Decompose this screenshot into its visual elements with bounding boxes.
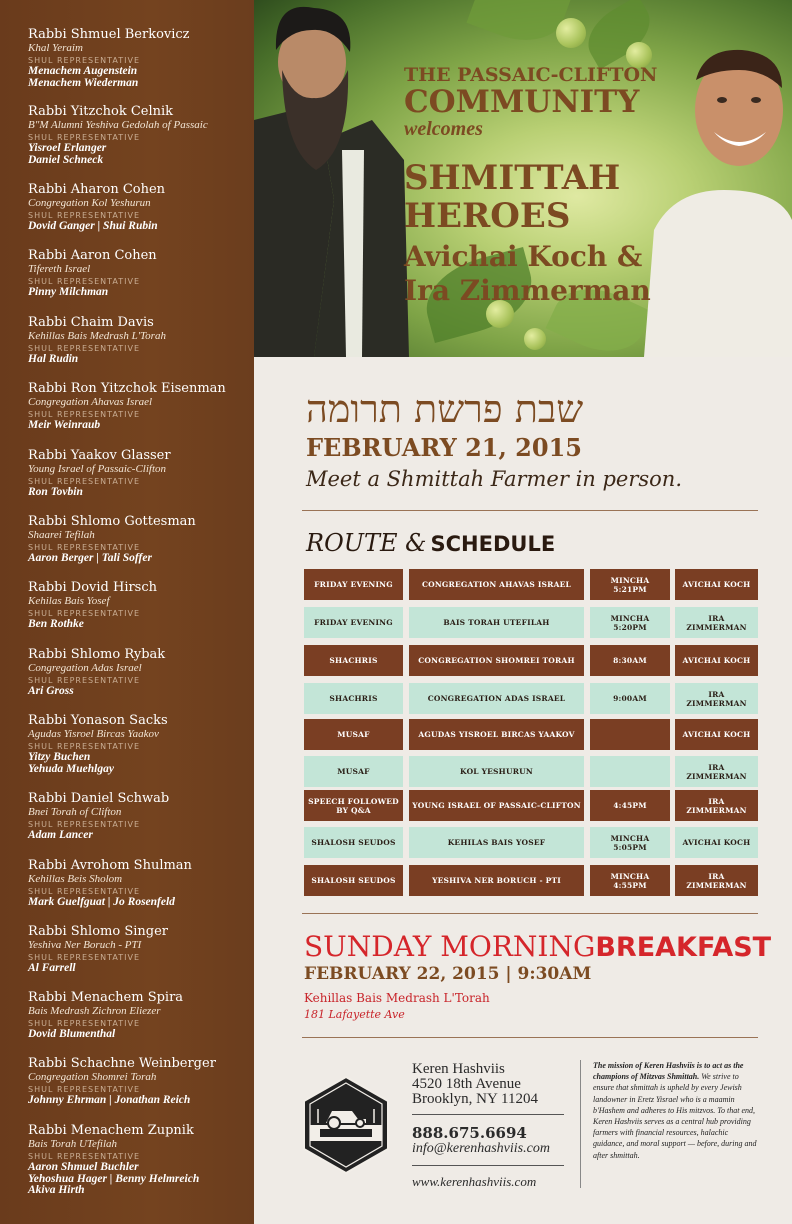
schedule-row	[304, 865, 758, 896]
schedule-when: MUSAF	[304, 756, 403, 787]
schedule-row	[304, 790, 758, 821]
schedule-when: SHACHRIS	[304, 683, 403, 714]
rep-label: SHUL REPRESENTATIVE	[28, 1085, 141, 1094]
schedule-row	[304, 607, 758, 638]
farmer-portrait-right	[644, 40, 792, 357]
org-name: Keren Hashviis	[412, 1061, 505, 1077]
shul-name: Bais Medrash Zichron Eliezer	[28, 1005, 161, 1017]
banner-line5: HEROES	[404, 196, 571, 236]
shul-representative: Yisroel Erlanger	[28, 142, 107, 154]
shul-representative: Hal Rudin	[28, 353, 79, 365]
apple-graphic	[556, 18, 586, 48]
shul-representative: Mark Guelfguat | Jo Rosenfeld	[28, 896, 175, 908]
schedule-when: FRIDAY EVENING	[304, 607, 403, 638]
shul-representative: Akiva Hirth	[28, 1184, 85, 1196]
rabbi-name: Rabbi Shmuel Berkovicz	[28, 27, 190, 42]
schedule-location: BAIS TORAH UTEFILAH	[409, 607, 584, 638]
banner-line6: Avichai Koch &	[404, 240, 643, 273]
schedule-location: CONGREGATION SHOMREI TORAH	[409, 645, 584, 676]
schedule-speaker: AVICHAI KOCH	[675, 827, 758, 858]
rep-label: SHUL REPRESENTATIVE	[28, 1152, 141, 1161]
schedule-speaker: AVICHAI KOCH	[675, 645, 758, 676]
rabbi-name: Rabbi Dovid Hirsch	[28, 580, 158, 595]
rep-label: SHUL REPRESENTATIVE	[28, 887, 141, 896]
banner-line3: welcomes	[404, 118, 483, 140]
rabbi-name: Rabbi Yaakov Glasser	[28, 448, 171, 463]
schedule-speaker: AVICHAI KOCH	[675, 719, 758, 750]
org-phone[interactable]: 888.675.6694	[412, 1124, 527, 1142]
schedule-speaker: IRA ZIMMERMAN	[675, 756, 758, 787]
schedule-word: SCHEDULE	[430, 532, 556, 556]
rabbi-entry	[28, 990, 250, 1041]
rabbi-entry	[28, 381, 250, 432]
rabbi-entry	[28, 248, 250, 299]
rabbi-entry	[28, 924, 250, 975]
shul-representative: Aaron Shmuel Buchler	[28, 1161, 139, 1173]
schedule-time: 8:30AM	[590, 645, 670, 676]
rabbi-entry	[28, 104, 250, 166]
schedule-row	[304, 645, 758, 676]
shul-name: Congregation Ahavas Israel	[28, 396, 153, 408]
rep-label: SHUL REPRESENTATIVE	[28, 676, 141, 685]
schedule-time: MINCHA 5:20PM	[590, 607, 670, 638]
schedule-speaker: IRA ZIMMERMAN	[675, 790, 758, 821]
breakfast-title-a: SUNDAY MORNING	[304, 930, 596, 963]
breakfast-venue: Kehillas Bais Medrash L'Torah	[304, 991, 490, 1005]
leaf-graphic	[466, 0, 571, 54]
rabbi-name: Rabbi Menachem Zupnik	[28, 1123, 194, 1138]
parsha-title-hebrew: שבת פרשת תרומה	[306, 387, 584, 431]
rep-label: SHUL REPRESENTATIVE	[28, 56, 141, 65]
rep-label: SHUL REPRESENTATIVE	[28, 609, 141, 618]
rep-label: SHUL REPRESENTATIVE	[28, 277, 141, 286]
schedule-time: MINCHA 4:55PM	[590, 865, 670, 896]
shul-representative: Yehoshua Hager | Benny Helmreich	[28, 1172, 200, 1185]
breakfast-address: 181 Lafayette Ave	[304, 1008, 405, 1021]
shul-representative: Pinny Milchman	[28, 286, 109, 298]
rep-label: SHUL REPRESENTATIVE	[28, 211, 141, 220]
shul-name: Shaarei Tefilah	[28, 529, 95, 541]
schedule-location: KEHILAS BAIS YOSEF	[409, 827, 584, 858]
rabbi-name: Rabbi Shlomo Rybak	[28, 647, 166, 662]
rep-label: SHUL REPRESENTATIVE	[28, 953, 141, 962]
divider	[302, 1037, 758, 1038]
tagline: Meet a Shmittah Farmer in person.	[306, 467, 683, 491]
org-email[interactable]: info@kerenhashviis.com	[412, 1141, 550, 1156]
breakfast-title-b: BREAKFAST	[595, 932, 772, 963]
org-street: 4520 18th Avenue	[412, 1076, 521, 1092]
shul-representative: Yehuda Muehlgay	[28, 762, 114, 775]
shul-name: Kehilas Bais Yosef	[28, 595, 110, 607]
rabbi-entry	[28, 315, 250, 366]
schedule-when: SPEECH FOLLOWED BY Q&A	[304, 790, 403, 821]
schedule-row	[304, 683, 758, 714]
rabbi-name: Rabbi Yitzchok Celnik	[28, 104, 174, 119]
banner-line1: THE PASSAIC-CLIFTON	[404, 64, 658, 86]
divider	[412, 1114, 564, 1115]
shabbos-date: FEBRUARY 21, 2015	[306, 433, 582, 462]
shul-representative: Daniel Schneck	[28, 153, 104, 166]
divider	[412, 1165, 564, 1166]
rabbi-entry	[28, 27, 250, 89]
shul-name: Bais Torah UTefilah	[28, 1138, 118, 1150]
rep-label: SHUL REPRESENTATIVE	[28, 742, 141, 751]
rabbi-entry	[28, 1123, 250, 1197]
shul-name: Kehillas Beis Sholom	[28, 873, 123, 885]
mission-lead: The mission of Keren Hashviis is to act as the champions of Mitzvas Shmittah.	[593, 1061, 744, 1082]
banner-line2: COMMUNITY	[404, 84, 640, 120]
schedule-speaker: IRA ZIMMERMAN	[675, 607, 758, 638]
keren-hashviis-logo	[296, 1075, 396, 1175]
rep-label: SHUL REPRESENTATIVE	[28, 1019, 141, 1028]
schedule-row	[304, 827, 758, 858]
rep-label: SHUL REPRESENTATIVE	[28, 344, 141, 353]
rabbi-entry	[28, 647, 250, 698]
shul-representative: Adam Lancer	[28, 829, 93, 841]
schedule-heading	[306, 529, 555, 557]
shul-name: Congregation Shomrei Torah	[28, 1071, 157, 1083]
schedule-when: SHALOSH SEUDOS	[304, 865, 403, 896]
rabbi-name: Rabbi Chaim Davis	[28, 315, 154, 330]
route-word: ROUTE &	[306, 529, 427, 557]
org-website[interactable]: www.kerenhashviis.com	[412, 1174, 537, 1189]
shul-representative: Meir Weinraub	[28, 419, 101, 431]
shul-name: Yeshiva Ner Boruch - PTI	[28, 939, 142, 951]
schedule-time: MINCHA 5:21PM	[590, 569, 670, 600]
rabbi-entry	[28, 514, 250, 565]
shul-name: Tifereth Israel	[28, 263, 91, 275]
shul-name: B"M Alumni Yeshiva Gedolah of Passaic	[28, 119, 208, 131]
rabbi-name: Rabbi Daniel Schwab	[28, 791, 170, 806]
schedule-location: CONGREGATION AHAVAS ISRAEL	[409, 569, 584, 600]
schedule-speaker: AVICHAI KOCH	[675, 569, 758, 600]
schedule-location: CONGREGATION ADAS ISRAEL	[409, 683, 584, 714]
rabbi-name: Rabbi Schachne Weinberger	[28, 1056, 216, 1071]
schedule-location: AGUDAS YISROEL BIRCAS YAAKOV	[409, 719, 584, 750]
rep-label: SHUL REPRESENTATIVE	[28, 410, 141, 419]
rabbi-name: Rabbi Avrohom Shulman	[28, 858, 192, 873]
event-details	[254, 357, 792, 1224]
schedule-time	[590, 756, 670, 787]
schedule-when: SHALOSH SEUDOS	[304, 827, 403, 858]
banner-line7: Ira Zimmerman	[404, 274, 651, 307]
schedule-row	[304, 719, 758, 750]
rabbi-entry	[28, 448, 250, 499]
rep-label: SHUL REPRESENTATIVE	[28, 133, 141, 142]
org-city: Brooklyn, NY 11204	[412, 1091, 538, 1107]
rabbi-name: Rabbi Ron Yitzchok Eisenman	[28, 381, 226, 396]
schedule-when: SHACHRIS	[304, 645, 403, 676]
shul-representative: Al Farrell	[28, 962, 76, 974]
shul-representative: Johnny Ehrman | Jonathan Reich	[28, 1094, 191, 1106]
mission-statement	[593, 1060, 759, 1161]
banner-line4: SHMITTAH	[404, 158, 621, 198]
rabbi-entry	[28, 580, 250, 631]
breakfast-title	[304, 930, 771, 963]
mission-body: We strive to ensure that shmittah is upheld by every Jewish landowner in Eretz Yisrael who is a maamin b'Hashem and adheres to His mitzvos. To that end, Keren Hashviis serves as a central hub providing farmers with financial resources, halachic guidance, and moral support — before, during and after shmittah.	[593, 1072, 757, 1160]
shul-representative: Dovid Blumenthal	[28, 1028, 116, 1040]
rabbi-entry	[28, 1056, 250, 1107]
rabbi-name: Rabbi Aharon Cohen	[28, 182, 166, 197]
shul-name: Agudas Yisroel Bircas Yaakov	[28, 728, 159, 740]
rep-label: SHUL REPRESENTATIVE	[28, 477, 141, 486]
schedule-row	[304, 756, 758, 787]
schedule-time: MINCHA 5:05PM	[590, 827, 670, 858]
divider	[302, 913, 758, 914]
rabbi-sidebar	[0, 0, 254, 1224]
shul-name: Bnei Torah of Clifton	[28, 806, 122, 818]
shul-representative: Menachem Augenstein	[28, 65, 138, 77]
breakfast-date: FEBRUARY 22, 2015 | 9:30AM	[304, 964, 592, 984]
shul-name: Kehillas Bais Medrash L'Torah	[28, 330, 166, 342]
schedule-speaker: IRA ZIMMERMAN	[675, 683, 758, 714]
divider	[580, 1060, 581, 1188]
rep-label: SHUL REPRESENTATIVE	[28, 820, 141, 829]
schedule-location: YOUNG ISRAEL OF PASSAIC-CLIFTON	[409, 790, 584, 821]
schedule-speaker: IRA ZIMMERMAN	[675, 865, 758, 896]
schedule-time: 4:45PM	[590, 790, 670, 821]
shul-name: Congregation Adas Israel	[28, 662, 142, 674]
shul-name: Khal Yeraim	[28, 42, 83, 54]
apple-graphic	[524, 328, 546, 350]
divider	[302, 510, 758, 511]
rabbi-entry	[28, 182, 250, 233]
rabbi-entry	[28, 858, 250, 909]
farmer-portrait-left	[254, 0, 414, 357]
shul-representative: Aaron Berger | Tali Soffer	[28, 552, 152, 564]
shul-representative: Dovid Ganger | Shui Rubin	[28, 220, 158, 232]
schedule-location: KOL YESHURUN	[409, 756, 584, 787]
shul-representative: Ben Rothke	[28, 618, 84, 630]
rabbi-entry	[28, 713, 250, 775]
shul-name: Congregation Kol Yeshurun	[28, 197, 151, 209]
schedule-time	[590, 719, 670, 750]
rabbi-name: Rabbi Shlomo Singer	[28, 924, 168, 939]
schedule-when: MUSAF	[304, 719, 403, 750]
hero-banner	[254, 0, 792, 357]
schedule-row	[304, 569, 758, 600]
shul-representative: Menachem Wiederman	[28, 76, 139, 89]
schedule-time: 9:00AM	[590, 683, 670, 714]
shul-name: Young Israel of Passaic-Clifton	[28, 463, 167, 475]
rabbi-name: Rabbi Shlomo Gottesman	[28, 514, 196, 529]
shul-representative: Yitzy Buchen	[28, 751, 91, 763]
schedule-when: FRIDAY EVENING	[304, 569, 403, 600]
rabbi-name: Rabbi Yonason Sacks	[28, 713, 168, 728]
rep-label: SHUL REPRESENTATIVE	[28, 543, 141, 552]
shul-representative: Ari Gross	[28, 685, 74, 697]
shul-representative: Ron Tovbin	[28, 486, 83, 498]
schedule-location: YESHIVA NER BORUCH - PTI	[409, 865, 584, 896]
rabbi-name: Rabbi Menachem Spira	[28, 990, 184, 1005]
rabbi-entry	[28, 791, 250, 842]
rabbi-name: Rabbi Aaron Cohen	[28, 248, 157, 263]
